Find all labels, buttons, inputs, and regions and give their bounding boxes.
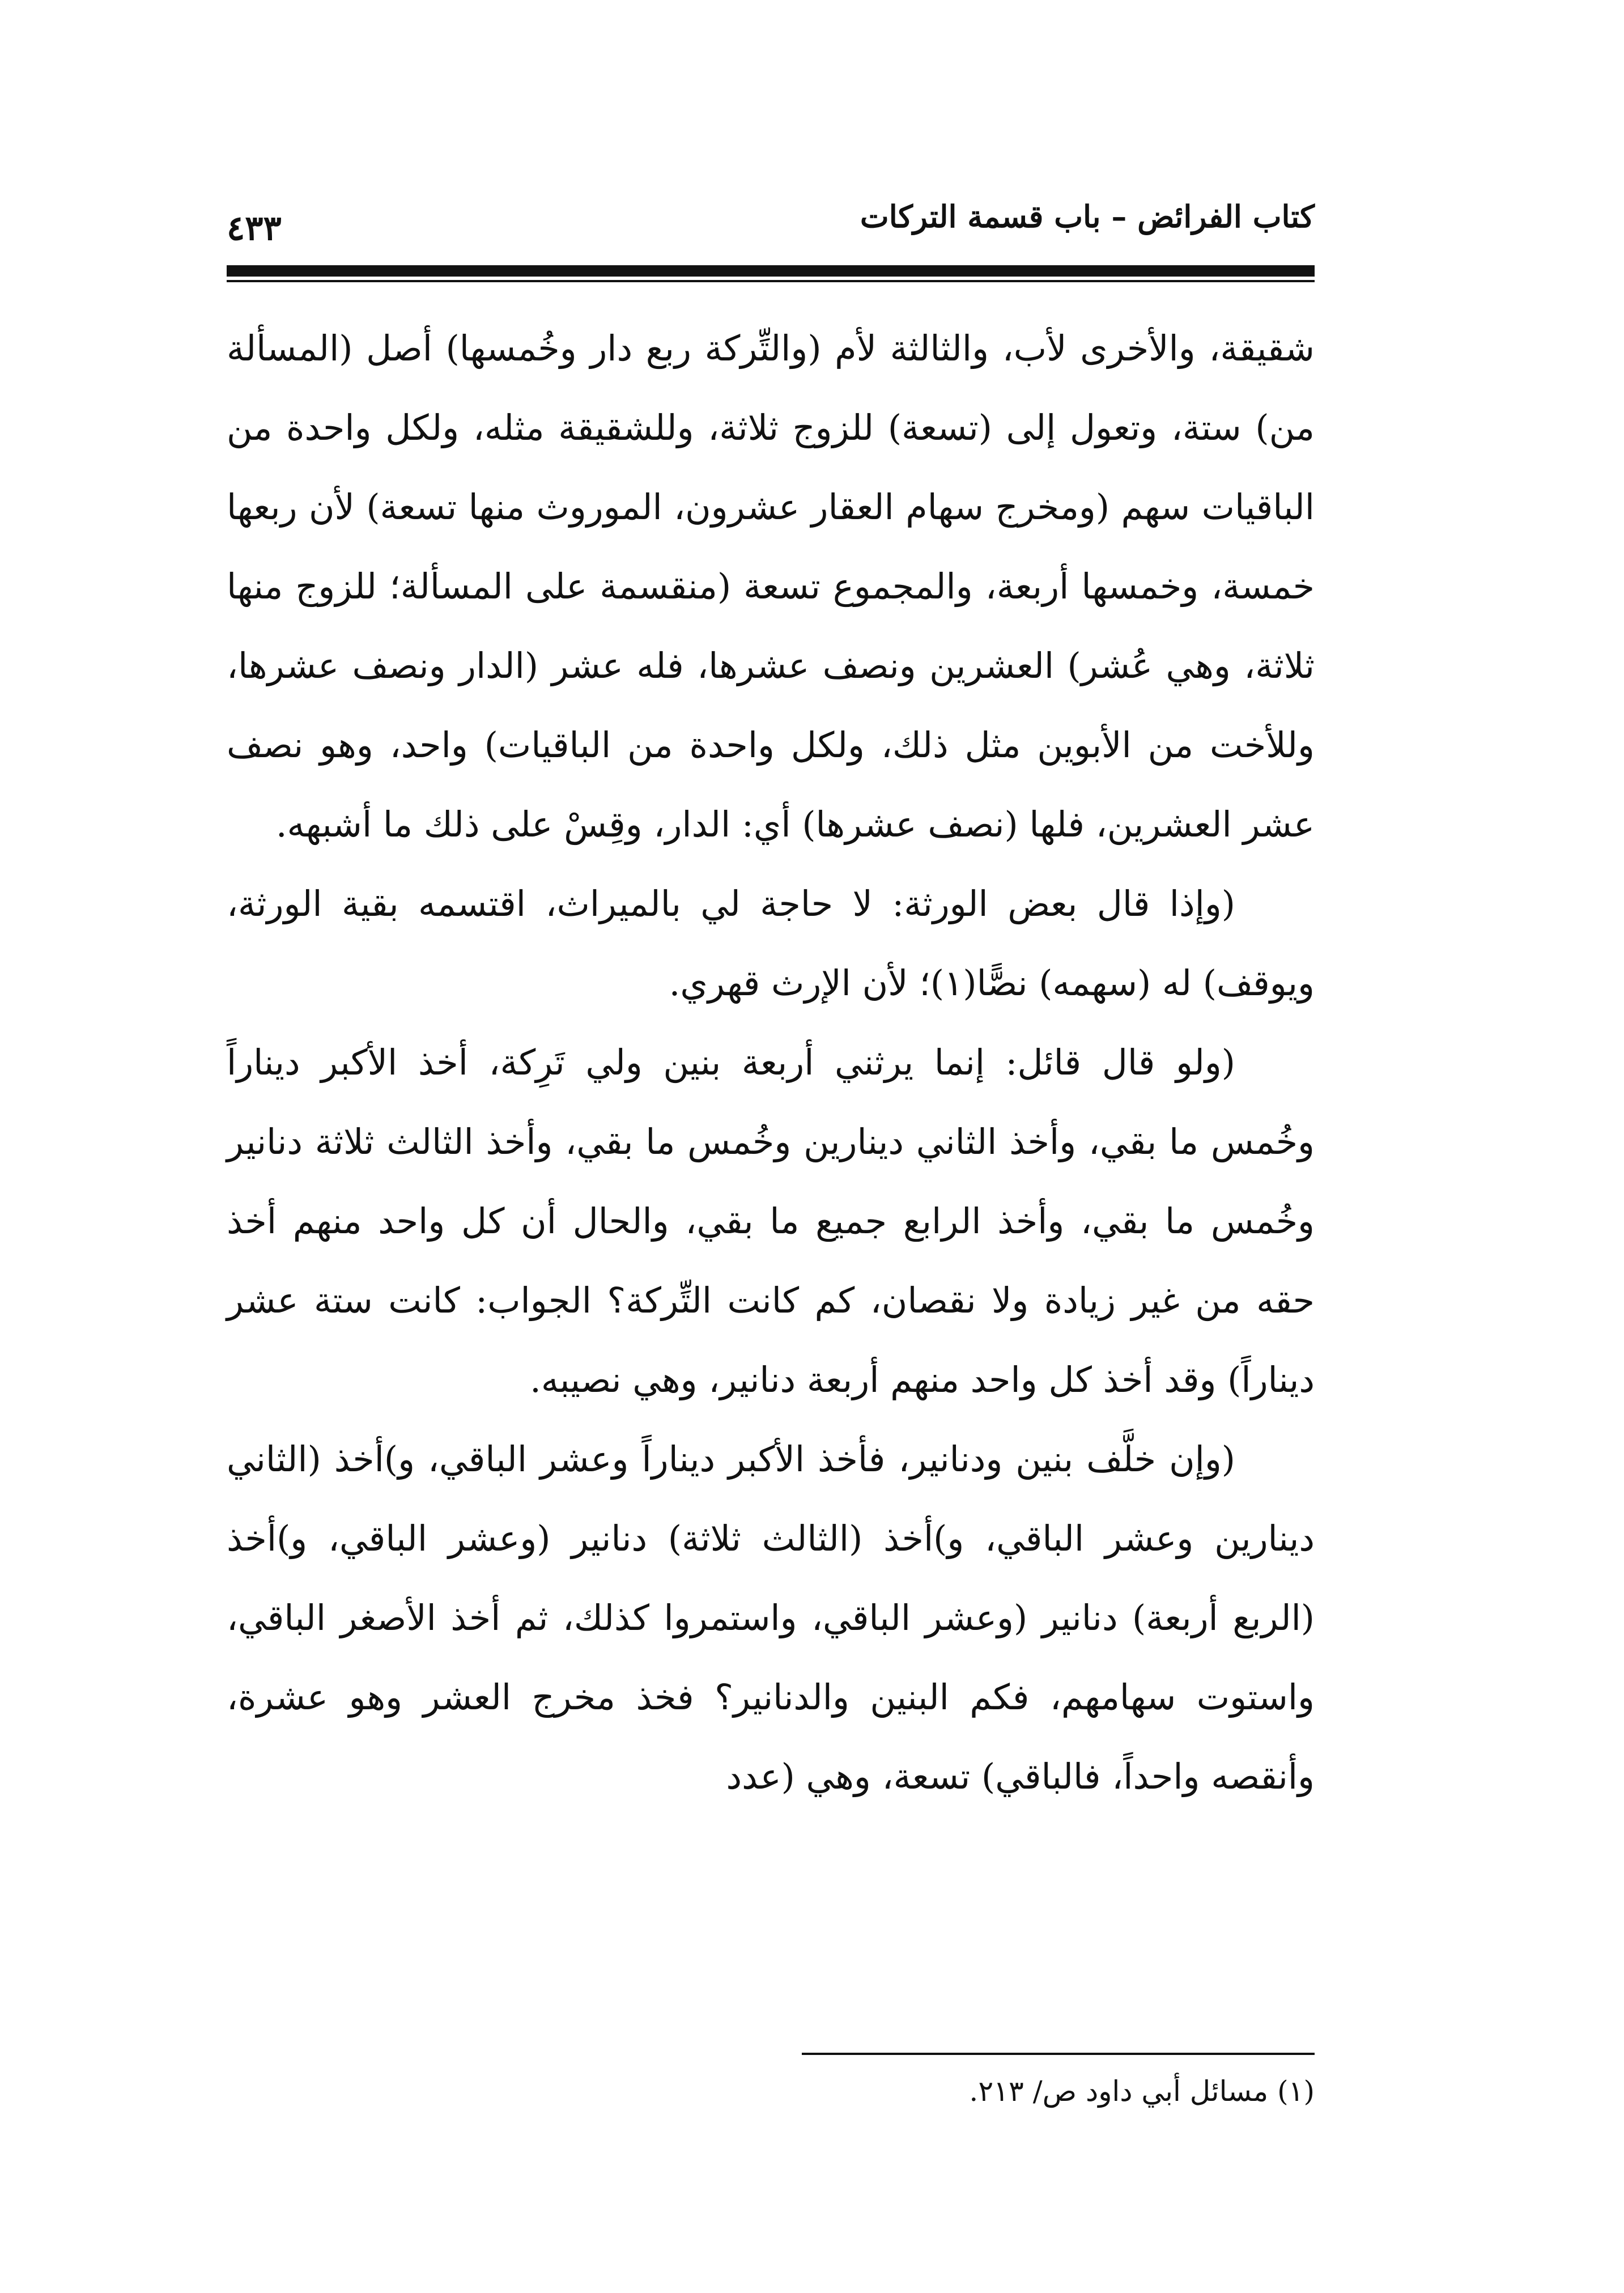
header-title: كتاب الفرائض – باب قسمة التركات [860,198,1315,235]
paragraph-1: شقيقة، والأخرى لأب، والثالثة لأم (والتِّركة ربع دار وخُمسها) أصل (المسألة من) ستة، وتعول إلى (تسعة) للزوج ثلاثة، وللشقيقة مثله، ولكل واحدة من الباقيات سهم (ومخرج سهام العقار عشرون، الموروث منها تسعة) لأن ربعها خمسة، وخمسها أربعة، والمجموع تسعة (منقسمة على المسألة؛ للزوج منها ثلاثة، وهي عُشر) العشرين ونصف عشرها، فله عشر (الدار ونصف عشرها، وللأخت من الأبوين مثل ذلك، ولكل واحدة من الباقيات) واحد، وهو نصف عشر العشرين، فلها (نصف عشرها) أي: الدار، وقِسْ على ذلك ما أشبهه. [227,328,1315,845]
main-text [227,309,1315,1816]
paragraph-2: (وإذا قال بعض الورثة: لا حاجة لي بالميراث، اقتسمه بقية الورثة، ويوقف) له (سهمه) نصًّا(١)؛ لأن الإرث قهري. [227,883,1315,1004]
footnote: (١) مسائل أبي داود ص/ ٢١٣. [969,2075,1315,2108]
header-rule [227,265,1315,277]
header-rule-thin [227,280,1315,282]
page-number: ٤٣٣ [227,209,282,248]
footnote-separator [802,2053,1315,2055]
paragraph-3: (ولو قال قائل: إنما يرثني أربعة بنين ولي تَرِكة، أخذ الأكبر ديناراً وخُمس ما بقي، وأخذ الثاني دينارين وخُمس ما بقي، وأخذ الثالث ثلاثة دنانير وخُمس ما بقي، وأخذ الرابع جميع ما بقي، والحال أن كل واحد منهم أخذ حقه من غير زيادة ولا نقصان، كم كانت التِّركة؟ الجواب: كانت ستة عشر ديناراً) وقد أخذ كل واحد منهم أربعة دنانير، وهي نصيبه. [227,1042,1315,1400]
paragraph-4: (وإن خلَّف بنين ودنانير، فأخذ الأكبر ديناراً وعشر الباقي، و)أخذ (الثاني دينارين وعشر الباقي، و)أخذ (الثالث ثلاثة) دنانير (وعشر الباقي، و)أخذ (الربع أربعة) دنانير (وعشر الباقي، واستمروا كذلك، ثم أخذ الأصغر الباقي، واستوت سهامهم، فكم البنين والدنانير؟ فخذ مخرج العشر وهو عشرة، وأنقصه واحداً، فالباقي) تسعة، وهي (عدد [227,1438,1315,1797]
running-header [227,198,1315,255]
